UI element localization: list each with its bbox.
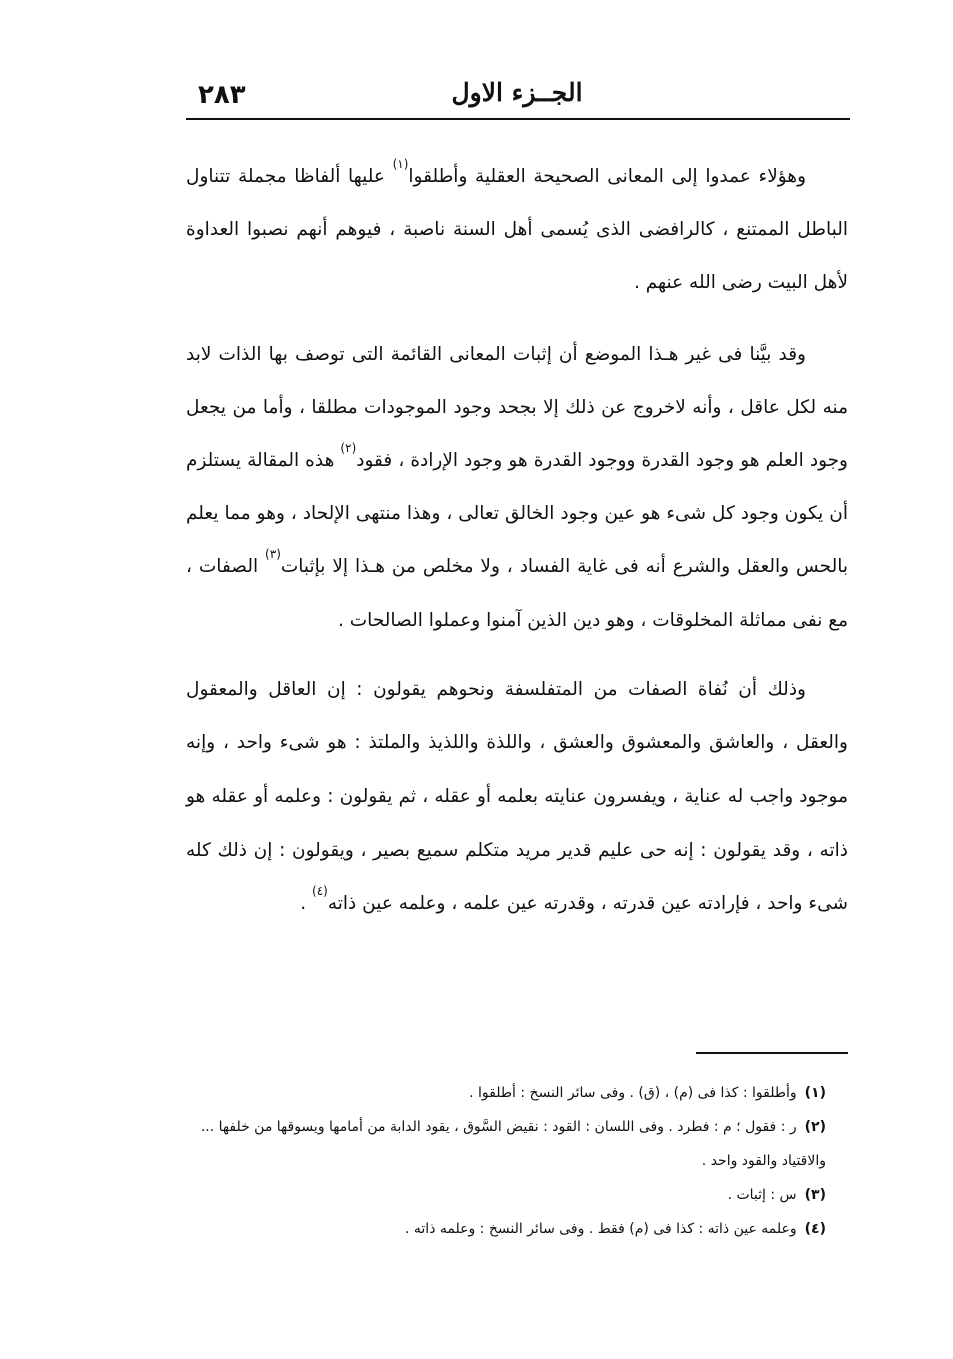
text-run: وهؤلاء عمدوا إلى المعانى الصحيحة العقلية وأطلقوا <box>408 166 807 187</box>
footnote <box>186 1212 826 1246</box>
footnote-text: ر : فقول ؛ م : فطرد . وفى اللسان : القود : نقيض السَّوق ، يقود الدابة من أمامها ويسوقها من خلفها ... والاقتياد والقود واحد . <box>200 1119 826 1169</box>
text-run: وذلك أن نُفاة الصفات من المتفلسفة ونحوهم يقولون : إن العاقل والمعقول والعقل ، والعاشق والمعشوق والعشق ، واللذة واللذيذ والملتذ : هو شىء واحد ، وإنه موجود واجب له عناية ، ويفسرون عنايته بعلمه أو عقله ، ثم يقولون : وعلمه أو عقله هو ذاته ، وقد يقولون : إنه حى عليم قدير مريد متكلم سميع بصير ، ويقولون : إن ذلك كله شىء واحد ، فإرادته عين قدرته ، وقدرته عين علمه ، وعلمه عين ذاته <box>186 678 848 915</box>
paragraph <box>186 328 848 647</box>
footnote-number: (١) <box>804 1085 826 1101</box>
footnote-ref[interactable]: (٤) <box>312 884 328 899</box>
footnote-number: (٤) <box>804 1221 826 1237</box>
running-head: الجــزء الاول <box>451 78 583 107</box>
text-run: عليها ألفاظا مجملة تتناول الباطل الممتنع ، كالرافضى الذى يُسمى أهل السنة ناصبة ، فيوهم أنهم نصبوا العداوة لأهل البيت رضى الله عنهم . <box>186 166 848 294</box>
text-run: . <box>300 893 313 915</box>
page-header <box>186 62 848 118</box>
paragraph <box>186 663 848 931</box>
footnote-rule <box>696 1052 848 1054</box>
footnote-ref[interactable]: (٢) <box>340 441 357 456</box>
text-run: وقد بيَّنا فى غير هـذا الموضع أن إثبات المعانى القائمة التى توصف بها الذات لابد منه لكل عاقل ، وأنه لاخروج عن ذلك إلا بجحد وجود الموجودات مطلقا ، وأما من يجعل وجود العلم هو وجود القدرة ووجود القدرة هو وجود الإرادة ، فقود <box>186 343 848 472</box>
main-text <box>186 150 848 931</box>
page-number: ٢٨٣ <box>198 80 246 110</box>
footnote <box>186 1110 826 1178</box>
footnote-text: س : إثبات . <box>727 1187 797 1203</box>
footnote-text: وأطلقوا : كذا فى (م) ، (ق) . وفى سائر النسخ : أطلقوا . <box>469 1085 797 1101</box>
footnote <box>186 1076 826 1110</box>
footnote-number: (٢) <box>804 1119 826 1135</box>
footnote-number: (٣) <box>804 1187 826 1203</box>
footnote-ref[interactable]: (٣) <box>265 547 281 562</box>
text-run: هذه المقالة يستلزم أن يكون وجود كل شىء هو عين وجود الخالق تعالى ، وهذا منتهى الإلحاد ، وهو مما يعلم بالحس والعقل والشرع أنه فى غاية الفساد ، ولا مخلص من هـذا إلا بإثبات <box>186 450 848 578</box>
footnotes <box>186 1076 826 1246</box>
header-rule <box>186 118 850 120</box>
footnote-text: وعلمه عين ذاته : كذا فى (م) فقط . وفى سائر النسخ : وعلمه ذاته . <box>405 1221 797 1237</box>
paragraph <box>186 150 848 310</box>
footnote-ref[interactable]: (١) <box>392 157 409 171</box>
text-run: الصفات ، مع نفى مماثلة المخلوقات ، وهو دين الذين آمنوا وعملوا الصالحات . <box>186 556 848 631</box>
footnote <box>186 1178 826 1212</box>
